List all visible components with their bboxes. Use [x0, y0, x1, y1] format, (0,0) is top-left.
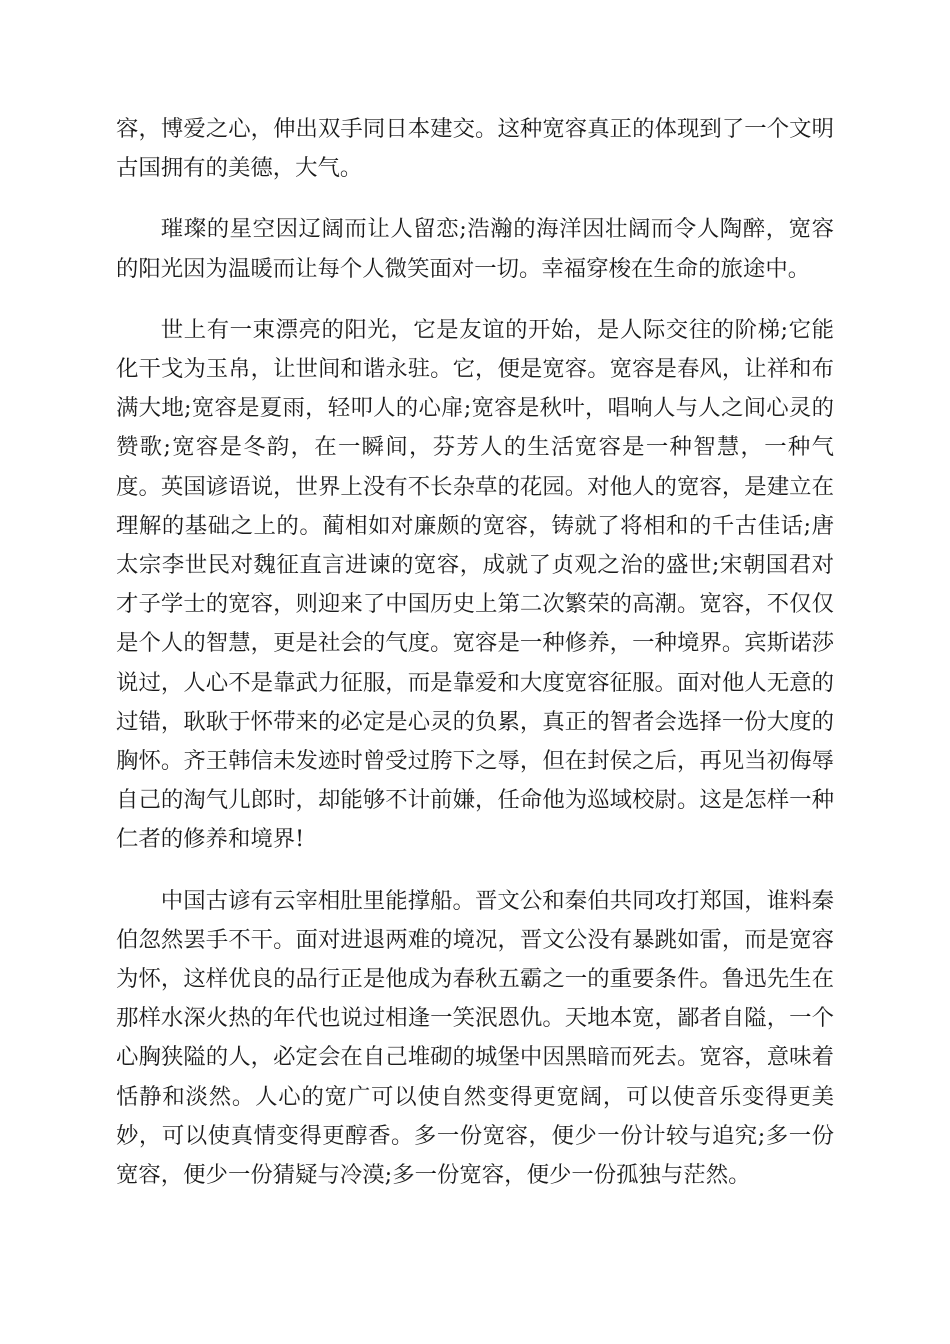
document-body: [116, 110, 834, 1217]
paragraph-continued: 容，博爱之心，伸出双手同日本建交。这种宽容真正的体现到了一个文明古国拥有的美德，大气。: [116, 116, 834, 182]
paragraph: 中国古谚有云宰相肚里能撑船。晋文公和秦伯共同攻打郑国，谁料秦伯忽然罢手不干。面对进退两难的境况，晋文公没有暴跳如雷，而是宽容为怀，这样优良的品行正是他成为春秋五霸之一的重要条件。鲁迅先生在那样水深火热的年代也说过相逢一笑泯恩仇。天地本宽，鄙者自隘，一个心胸狭隘的人，必定会在自己堆砌的城堡中因黑暗而死去。宽容，意味着恬静和淡然。人心的宽广可以使自然变得更宽阔，可以使音乐变得更美妙，可以使真情变得更醇香。多一份宽容，便少一份计较与追究;多一份宽容，便少一份猜疑与冷漠;多一份宽容，便少一份孤独与茫然。: [116, 887, 834, 1189]
paragraph: 世上有一束漂亮的阳光，它是友谊的开始，是人际交往的阶梯;它能化干戈为玉帛，让世间和谐永驻。它，便是宽容。宽容是春风，让祥和布满大地;宽容是夏雨，轻叩人的心扉;宽容是秋叶，唱响人与人之间心灵的赞歌;宽容是冬韵，在一瞬间，芬芳人的生活宽容是一种智慧，一种气度。英国谚语说，世界上没有不长杂草的花园。对他人的宽容，是建立在理解的基础之上的。蔺相如对廉颇的宽容，铸就了将相和的千古佳话;唐太宗李世民对魏征直言进谏的宽容，成就了贞观之治的盛世;宋朝国君对才子学士的宽容，则迎来了中国历史上第二次繁荣的高潮。宽容，不仅仅是个人的智慧，更是社会的气度。宽容是一种修养，一种境界。宾斯诺莎说过，人心不是靠武力征服，而是靠爱和大度宽容征服。面对他人无意的过错，耿耿于怀带来的必定是心灵的负累，真正的智者会选择一份大度的胸怀。齐王韩信未发迹时曾受过胯下之辱，但在封侯之后，再见当初侮辱自己的淘气儿郎时，却能够不计前嫌，任命他为巡域校尉。这是怎样一种仁者的修养和境界!: [116, 316, 834, 853]
paragraph: 璀璨的星空因辽阔而让人留恋;浩瀚的海洋因壮阔而令人陶醉，宽容的阳光因为温暖而让每个人微笑面对一切。幸福穿梭在生命的旅途中。: [116, 216, 834, 282]
